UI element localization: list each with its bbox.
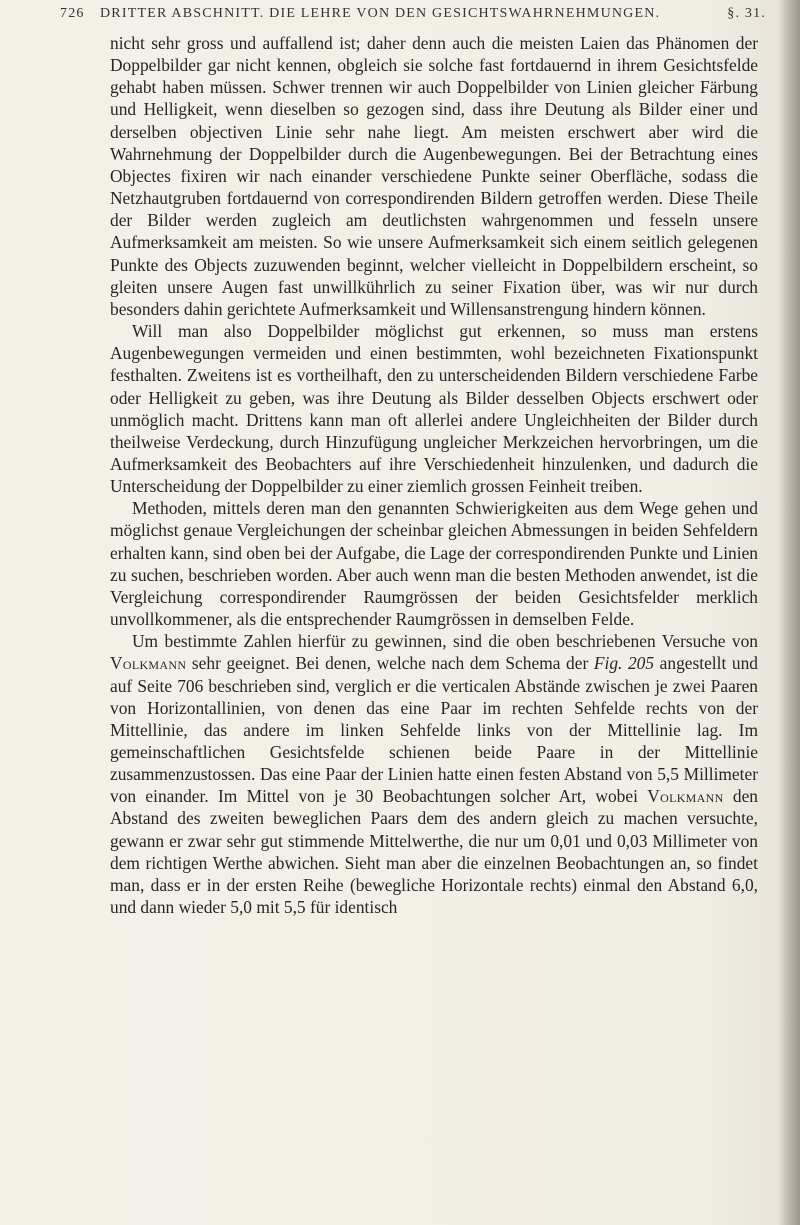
paragraph-4 — [110, 630, 758, 918]
running-title: DRITTER ABSCHNITT. DIE LEHRE VON DEN GESICHTSWAHRNEHMUNGEN. — [100, 6, 661, 21]
binding-shadow — [778, 0, 800, 1225]
figure-reference: Fig. 205 — [593, 653, 655, 674]
paragraph-4-part-3: angestellt und auf Seite 706 beschrieben sind, verglich er die verticalen Abstände zwischen je zwei Paaren von Horizontallinien, von denen das eine Paar im rechten Sehfelde rechts von der Mittellinie, das andere im linken Sehfelde links von der Mittellinie lag. Im gemeinschaftlichen Gesichtsfelde schienen beide Paare in der Mittellinie zusammenzustossen. Das eine Paar der Linien hatte einen festen Abstand von 5,5 Millimeter von einander. Im Mittel von je 30 Beobachtungen solcher Art, wobei — [110, 653, 758, 807]
section-number: §. 31. — [727, 6, 766, 21]
author-name-volkmann-2: Volkmann — [647, 786, 724, 807]
paragraph-2: Will man also Doppelbilder möglichst gut erkennen, so muss man erstens Augenbewegungen vermeiden und einen bestimmten, wohl bezeichneten Fixationspunkt festhalten. Zweitens ist es vortheilhaft, den zu unterscheidenden Bildern verschiedene Farbe oder Helligkeit zu geben, was ihre Deutung als Bilder desselben Objects erschwert oder unmöglich macht. Drittens kann man oft allerlei andere Ungleichheiten der Bilder durch theilweise Verdeckung, durch Hinzufügung ungleicher Merkzeichen hervorbringen, um die Aufmerksamkeit des Beobachters auf ihre Verschiedenheit hinzulenken, und dadurch die Unterscheidung der Doppelbilder zu einer ziemlich grossen Feinheit treiben. — [110, 321, 758, 497]
paragraph-3: Methoden, mittels deren man den genannten Schwierigkeiten aus dem Wege gehen und möglichst genaue Vergleichungen der scheinbar gleichen Abmessungen in beiden Sehfeldern erhalten kann, sind oben bei der Aufgabe, die Lage der correspondirenden Punkte und Linien zu suchen, beschrieben worden. Aber auch wenn man die besten Methoden anwendet, ist die Vergleichung correspondirender Raumgrössen der beiden Gesichtsfelder merklich unvollkommener, als die entsprechender Raumgrössen in demselben Felde. — [110, 498, 758, 630]
author-name-volkmann: Volkmann — [110, 653, 187, 674]
paragraph-4-part-1: Um bestimmte Zahlen hierfür zu gewinnen, sind die oben beschriebenen Versuche von — [132, 631, 758, 652]
paragraph-4-part-2: sehr geeignet. Bei denen, welche nach dem Schema der — [186, 653, 594, 674]
body-text — [110, 32, 758, 918]
page-number: 726 — [60, 6, 85, 21]
running-header — [60, 6, 766, 28]
paragraph-1: nicht sehr gross und auffallend ist; daher denn auch die meisten Laien das Phänomen der Doppelbilder gar nicht kennen, obgleich sie solche fast fortdauernd in ihrem Gesichtsfelde gehabt haben müssen. Schwer trennen wir auch Doppelbilder von Linien gleicher Färbung und Helligkeit, wenn dieselben so gezogen sind, dass ihre Deutung als Bilder einer und derselben objectiven Linie sehr nahe liegt. Am meisten erschwert aber wird die Wahrnehmung der Doppelbilder durch die Augenbewegungen. Bei der Betrachtung eines Objectes fixiren wir nach einander verschiedene Punkte seiner Oberfläche, sodass die Netzhautgruben fortdauernd von correspondirenden Bildern getroffen werden. Diese Theile der Bilder werden zugleich am deutlichsten wahrgenommen und fesseln unsere Aufmerksamkeit am meisten. So wie unsere Aufmerksamkeit sich einem seitlich gelegenen Punkte des Objects zuzuwenden beginnt, welcher vielleicht in Doppelbildern erscheint, so gleiten unsere Augen fast unwillkührlich zu seiner Fixation über, was wir nur durch besonders dahin gerichtete Aufmerksamkeit und Willensanstrengung hindern können. — [110, 33, 758, 319]
paragraph-4-part-4: den Abstand des zweiten beweglichen Paars dem des andern gleich zu machen versuchte, gewann er zwar sehr gut stimmende Mittelwerthe, die nur um 0,01 und 0,03 Millimeter von dem richtigen Werthe abwichen. Sieht man aber die einzelnen Beobachtungen an, so findet man, dass er in der ersten Reihe (bewegliche Horizontale rechts) einmal den Abstand 6,0, und dann wieder 5,0 mit 5,5 für identisch — [110, 786, 758, 918]
